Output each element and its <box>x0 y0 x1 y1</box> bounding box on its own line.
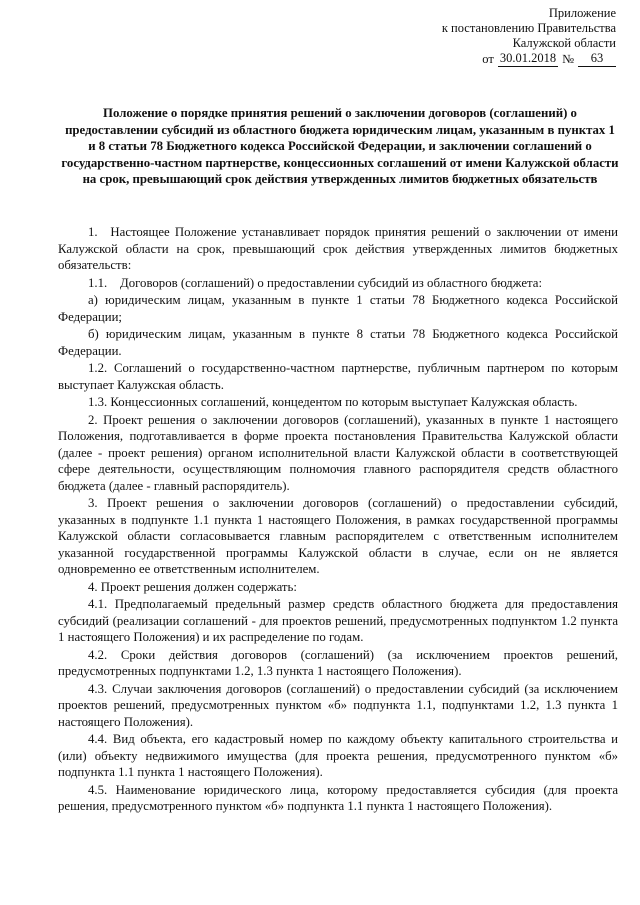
paragraph-4-4: 4.4. Вид объекта, его кадастровый номер по каждому объекту капитального строительства и (или) объекту недвижимого имущества (для проекта решения, предусмотренного пунктом «б» подпункта 1.1 пункта 1 настоящего Положения). <box>58 732 618 779</box>
paragraph-1-1-b: б) юридическим лицам, указанным в пункте 8 статьи 78 Бюджетного кодекса Российской Федерации. <box>58 327 618 358</box>
appendix-label: Приложение <box>548 6 616 20</box>
paragraph-2: 2. Проект решения о заключении договоров (соглашений), указанных в пункте 1 настоящего Положения, подготавливается в форме проекта постановления Правительства Калужской области (далее - проект решения) органом исполнительной власти Калужской области в соответствующей сфере деятельности, осуществляющим полномочия главного распорядителя средств областного бюджета (далее - главный распорядитель). <box>58 412 618 493</box>
document-body <box>58 224 618 816</box>
paragraph-1-1: 1.1. Договоров (соглашений) о предоставлении субсидий из областного бюджета: <box>88 275 543 290</box>
paragraph-4-5: 4.5. Наименование юридического лица, которому предоставляется субсидия (для проекта решения, предусмотренного пунктом «б» подпункта 1.1 пункта 1 настоящего Положения). <box>58 782 618 813</box>
region-name: Калужской области <box>512 36 616 50</box>
paragraph-4-2: 4.2. Сроки действия договоров (соглашений) (за исключением проектов решений, предусмотренных подпунктами 1.2, 1.3 пункта 1 настоящего Положения). <box>58 647 618 678</box>
decree-date-number <box>442 51 616 67</box>
decree-reference: к постановлению Правительства <box>441 21 616 35</box>
number-label: № <box>562 52 574 66</box>
paragraph-4-1: 4.1. Предполагаемый предельный размер средств областного бюджета для предоставления субсидий (реализации соглашений - для проектов решений, предусмотренных подпунктом 1.2 пункта 1 настоящего Положения) и их распределение по годам. <box>58 597 618 644</box>
decree-date: 30.01.2018 <box>499 51 557 65</box>
paragraph-4: 4. Проект решения должен содержать: <box>88 579 297 594</box>
paragraph-1-2: 1.2. Соглашений о государственно-частном партнерстве, публичным партнером по которым выступает Калужская область. <box>58 361 618 392</box>
appendix-header <box>442 6 616 67</box>
decree-number: 63 <box>578 51 616 67</box>
document-title: Положение о порядке принятия решений о заключении договоров (соглашений) о предоставлении субсидий из областного бюджета юридическим лицам, указанным в пунктах 1 и 8 статьи 78 Бюджетного кодекса Российской Федерации, и заключении соглашений о государственно-частном партнерстве, концессионных соглашений от имени Калужской области на срок, превышающий срок действия утвержденных лимитов бюджетных обязательств <box>61 106 619 186</box>
paragraph-1-1-a: а) юридическим лицам, указанным в пункте 1 статьи 78 Бюджетного кодекса Российской Федерации; <box>58 293 618 324</box>
paragraph-1: 1. Настоящее Положение устанавливает порядок принятия решений о заключении от имени Калужской области на срок, превышающий срок действия утвержденных лимитов бюджетных обязательств: <box>58 225 618 272</box>
from-label: от <box>482 52 494 66</box>
paragraph-4-3: 4.3. Случаи заключения договоров (соглашений) о предоставлении субсидий (за исключением проектов решений, предусмотренных пунктом «б» подпункта 1.1, подпунктами 1.2, 1.3 пункта 1 настоящего Положения). <box>58 681 618 729</box>
paragraph-3: 3. Проект решения о заключении договоров (соглашений) о предоставлении субсидий, указанных в подпункте 1.1 пункта 1 настоящего Положения, в рамках государственной программы Калужской области согласовывается главным распорядителем с ответственным исполнителем указанной государственной программы Калужской области в случае, если он не является одновременно ее ответственным исполнителем. <box>58 496 618 576</box>
paragraph-1-3: 1.3. Концессионных соглашений, концедентом по которым выступает Калужская область. <box>88 395 578 409</box>
